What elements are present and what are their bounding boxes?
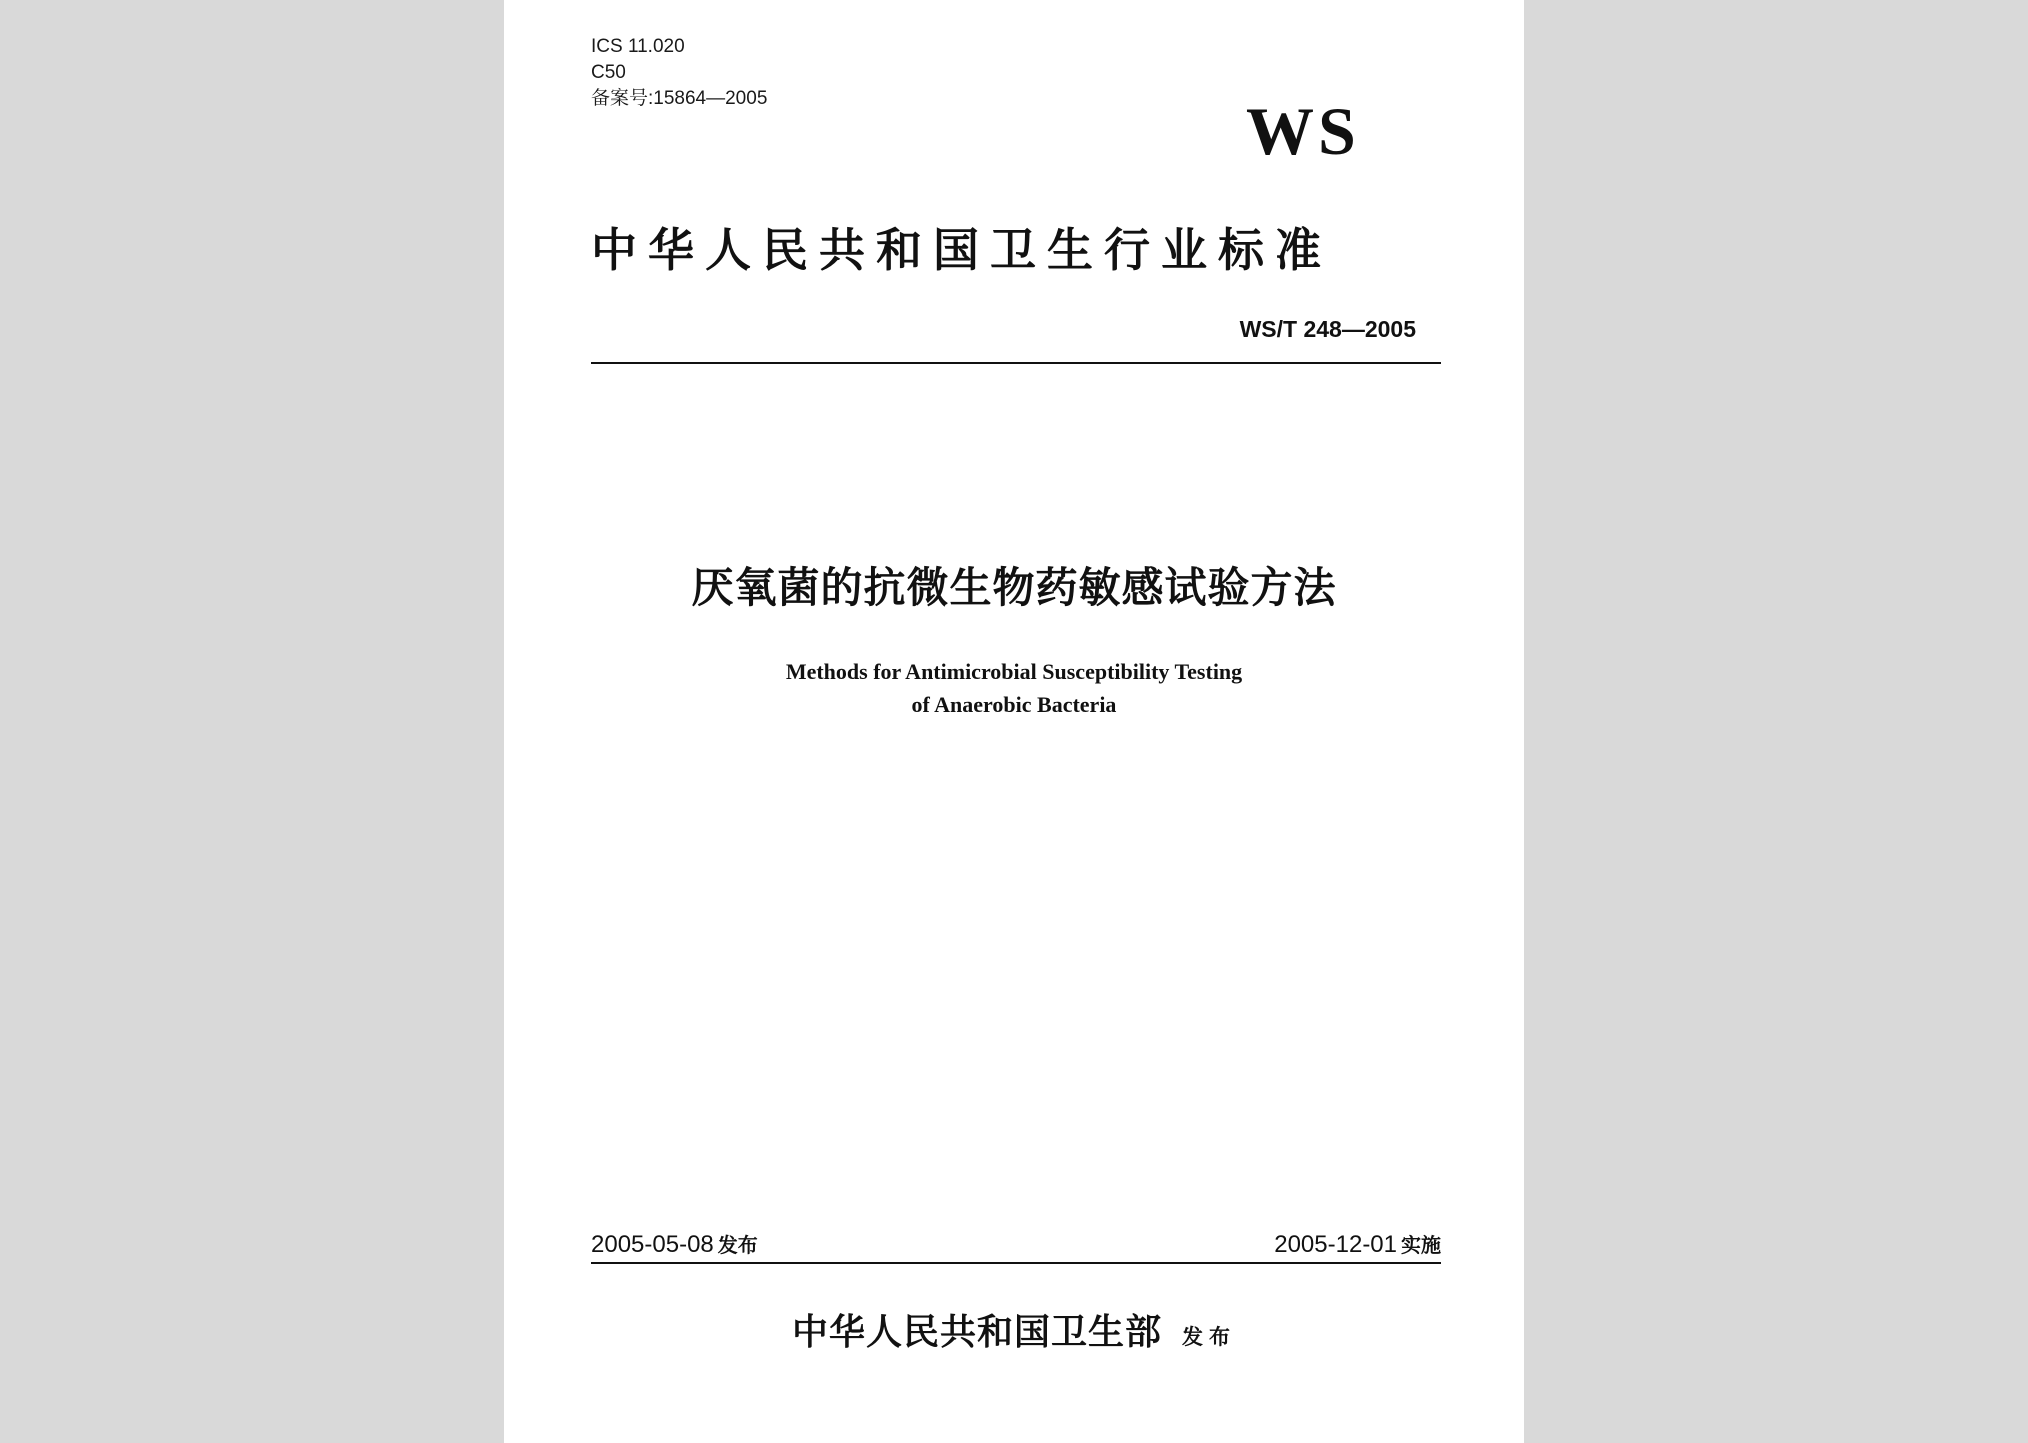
english-title-line-2: of Anaerobic Bacteria: [911, 692, 1117, 717]
implementation-date: 2005-12-01: [1274, 1231, 1397, 1258]
issue-date: 2005-05-08: [591, 1231, 714, 1258]
implementation-date-block: [1274, 1228, 1441, 1262]
issuer-line: [504, 1306, 1524, 1366]
standard-number: WS/T 248—2005: [1239, 316, 1416, 342]
issue-date-block: [591, 1228, 758, 1262]
document-page: [504, 0, 1524, 1443]
header-divider: [591, 362, 1441, 364]
issue-label: 发布: [717, 1233, 758, 1257]
issuer-action: 发布: [1182, 1325, 1236, 1349]
document-title-english: [504, 655, 1524, 721]
issuer-name: 中华人民共和国卫生部: [791, 1311, 1162, 1353]
record-number: 备案号:15864—2005: [591, 88, 768, 109]
document-title-chinese: 厌氧菌的抗微生物药敏感试验方法: [691, 563, 1337, 612]
ws-logo-mark: WS: [1246, 93, 1360, 169]
implementation-label: 实施: [1401, 1233, 1441, 1257]
industry-standard-title: 中华人民共和国卫生行业标准: [591, 223, 1332, 277]
dates-row: [591, 1228, 1441, 1264]
classification-block: [591, 34, 767, 112]
english-title-line-1: Methods for Antimicrobial Susceptibility Testing: [785, 659, 1243, 684]
ccs-code: C50: [591, 62, 626, 83]
ics-code: ICS 11.020: [591, 36, 685, 57]
